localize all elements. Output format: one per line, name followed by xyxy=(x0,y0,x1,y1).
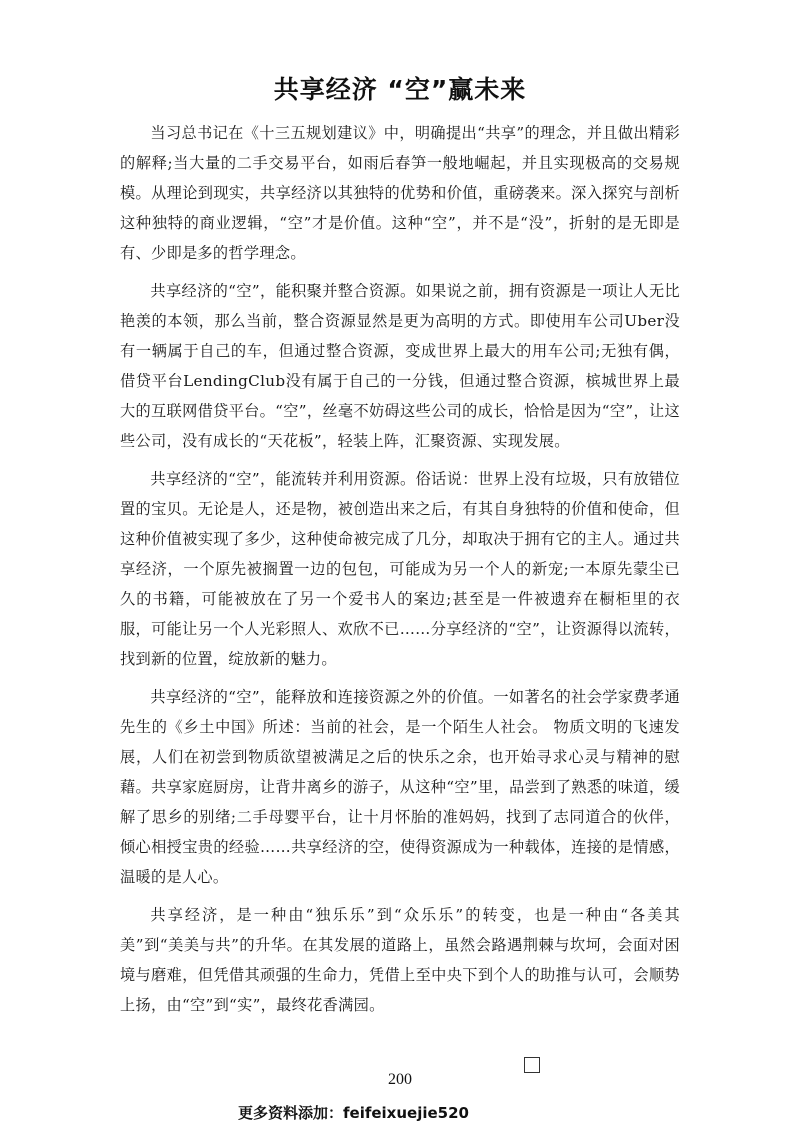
paragraph: 当习总书记在《十三五规划建议》中，明确提出“共享”的理念，并且做出精彩的解释;当大量的二手交易平台，如雨后春笋一般地崛起，并且实现极高的交易规模。从理论到现实，共享经济以其独特的优势和价值，重磅袭来。深入探究与剖析这种独特的商业逻辑，“空”才是价值。这种“空”，并不是“没”，折射的是无即是有、少即是多的哲学理念。 xyxy=(120,124,680,262)
paragraph: 共享经济，是一种由“独乐乐”到“众乐乐”的转变，也是一种由“各美其美”到“美美与共”的升华。在其发展的道路上，虽然会路遇荆棘与坎坷，会面对困境与磨难，但凭借其顽强的生命力，凭借上至中央下到个人的助推与认可，会顺势上扬，由“空”到“实”，最终花香满园。 xyxy=(120,906,680,1014)
paragraph: 共享经济的“空”，能流转并利用资源。俗话说：世界上没有垃圾，只有放错位置的宝贝。无论是人，还是物，被创造出来之后，有其自身独特的价值和使命，但这种价值被实现了多少，这种使命被完成了几分，却取决于拥有它的主人。通过共享经济，一个原先被搁置一边的包包，可能成为另一个人的新宠;一本原先蒙尘已久的书籍，可能被放在了另一个爱书人的案边;甚至是一件被遗弃在橱柜里的衣服，可能让另一个人光彩照人、欢欣不已……分享经济的“空”，让资源得以流转，找到新的位置，绽放新的魅力。 xyxy=(120,470,680,668)
article-body xyxy=(120,118,680,1028)
paragraph: 共享经济的“空”，能释放和连接资源之外的价值。一如著名的社会学家费孝通先生的《乡土中国》所述：当前的社会，是一个陌生人社会。 物质文明的飞速发展，人们在初尝到物质欲望被满足之后的快乐之余，也开始寻求心灵与精神的慰藉。共享家庭厨房，让背井离乡的游子，从这种“空”里，品尝到了熟悉的味道，缓解了思乡的别绪;二手母婴平台，让十月怀胎的准妈妈，找到了志同道合的伙伴，倾心相授宝贵的经验……共享经济的空，使得资源成为一种载体，连接的是情感，温暖的是人心。 xyxy=(120,688,680,886)
paragraph: 共享经济的“空”，能积聚并整合资源。如果说之前，拥有资源是一项让人无比艳羡的本领，那么当前，整合资源显然是更为高明的方式。即使用车公司Uber没有一辆属于自己的车，但通过整合资源，变成世界上最大的用车公司;无独有偶，借贷平台LendingClub没有属于自己的一分钱，但通过整合资源，槟城世界上最大的互联网借贷平台。“空”，丝毫不妨碍这些公司的成长，恰恰是因为“空”，让这些公司，没有成长的“天花板”，轻装上阵，汇聚资源、实现发展。 xyxy=(120,282,680,450)
page-number: 200 xyxy=(388,1071,412,1088)
footer-note: 更多资料添加：feifeixuejie520 xyxy=(238,1104,469,1122)
page-title: 共享经济 “空”赢未来 xyxy=(273,75,527,104)
